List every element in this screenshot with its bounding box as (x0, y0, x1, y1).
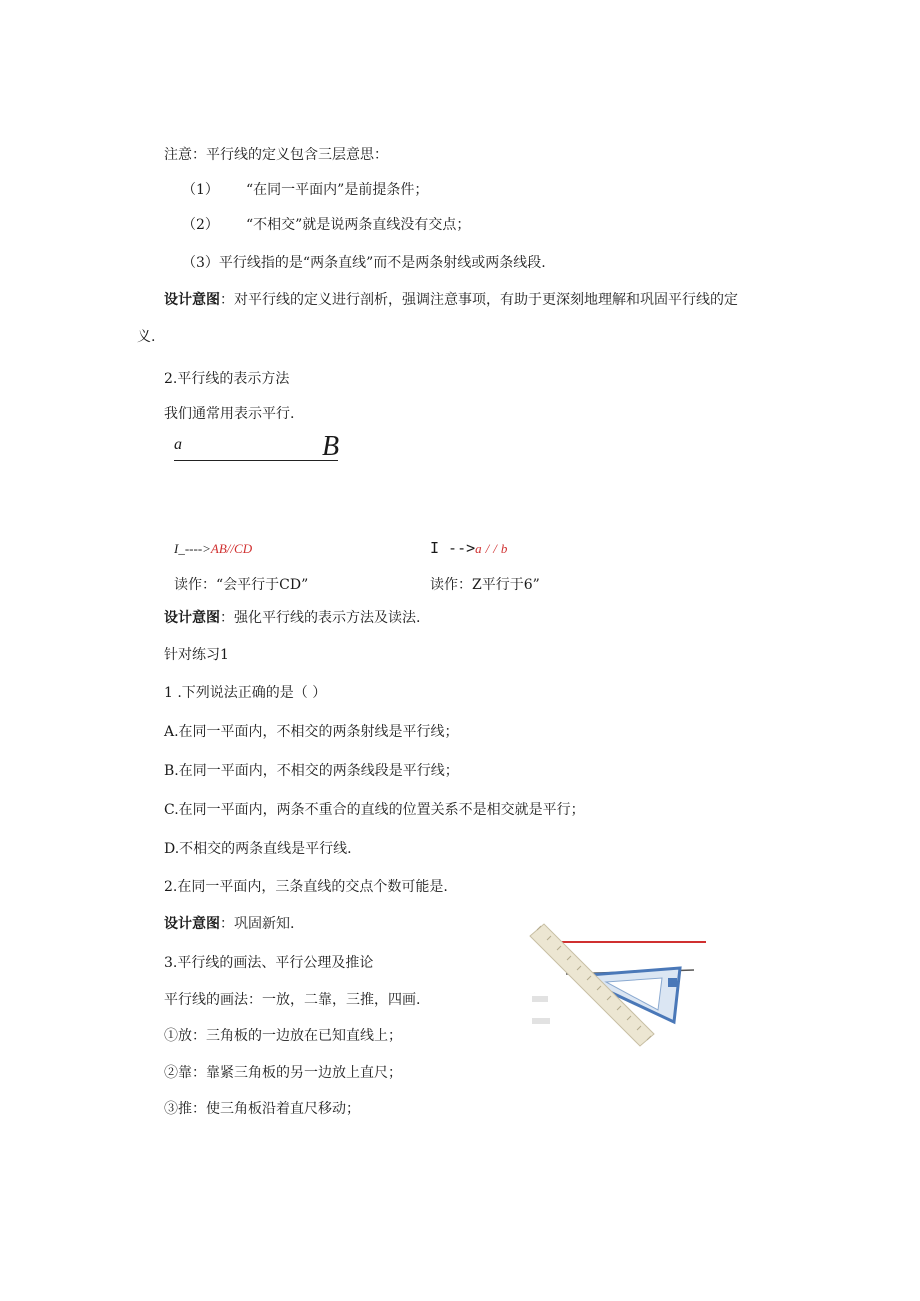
ruler-triangle-illustration (524, 918, 714, 1058)
drawing-steps-intro: 平行线的画法：一放，二靠，三推，四画. (164, 992, 421, 1008)
practice-q2: 2.在同一平面内，三条直线的交点个数可能是. (164, 879, 448, 895)
note-item-1-num: （1） (182, 182, 219, 198)
notation-left (174, 540, 252, 558)
section-3-title: 3.平行线的画法、平行公理及推论 (164, 955, 374, 971)
design-intent-text: ：巩固新知. (220, 916, 295, 932)
read-left: 读作：“会平行于CD” (174, 577, 309, 593)
option-c: C.在同一平面内，两条不重合的直线的位置关系不是相交就是平行； (164, 802, 585, 818)
practice-title: 针对练习1 (164, 647, 229, 663)
design-intent-3 (164, 915, 294, 933)
option-d: D.不相交的两条直线是平行线. (164, 841, 352, 857)
notation-right-red: a//b (475, 541, 512, 556)
note-item-2-text: “不相交”就是说两条直线没有交点； (246, 217, 471, 233)
smudge-1 (532, 996, 548, 1002)
line-label-b: B (322, 431, 340, 462)
note-item-2-num: （2） (182, 217, 219, 233)
design-intent-text: ：对平行线的定义进行剖析，强调注意事项，有助于更深刻地理解和巩固平行线的定 (220, 292, 738, 308)
notation-left-red: AB//CD (210, 541, 253, 556)
notation-left-prefix: I_----> (174, 541, 211, 556)
option-a: A.在同一平面内，不相交的两条射线是平行线； (164, 724, 459, 740)
section-2-body: 我们通常用表示平行. (164, 406, 295, 422)
option-b: B.在同一平面内，不相交的两条线段是平行线； (164, 763, 459, 779)
section-2-title: 2.平行线的表示方法 (164, 371, 290, 387)
note-item-3-text: （3）平行线指的是“两条直线”而不是两条射线或两条线段. (182, 255, 546, 271)
design-intent-label: 设计意图 (164, 610, 220, 626)
note-item-1-text: “在同一平面内”是前提条件； (246, 182, 429, 198)
step-push: ③推：使三角板沿着直尺移动； (164, 1101, 360, 1117)
practice-q1: 1 .下列说法正确的是（ ） (164, 685, 327, 701)
design-intent-2 (164, 609, 420, 627)
design-intent-label: 设计意图 (164, 292, 220, 308)
read-right: 读作：Z平行于6” (430, 577, 540, 593)
smudge-2 (532, 1018, 550, 1024)
set-square-badge-icon (668, 978, 677, 987)
line-segment (174, 460, 338, 461)
design-intent-1-cont: 义. (137, 329, 156, 345)
design-intent-text: ：强化平行线的表示方法及读法. (220, 610, 421, 626)
step-lean: ②靠：靠紧三角板的另一边放上直尺； (164, 1065, 402, 1081)
design-intent-label: 设计意图 (164, 916, 220, 932)
notation-right (430, 539, 511, 558)
notation-right-prefix: I --> (430, 539, 476, 557)
design-intent-1 (164, 291, 738, 309)
step-place: ①放：三角板的一边放在已知直线上； (164, 1028, 402, 1044)
note-heading: 注意：平行线的定义包含三层意思： (164, 147, 388, 163)
line-label-a: a (174, 436, 182, 453)
